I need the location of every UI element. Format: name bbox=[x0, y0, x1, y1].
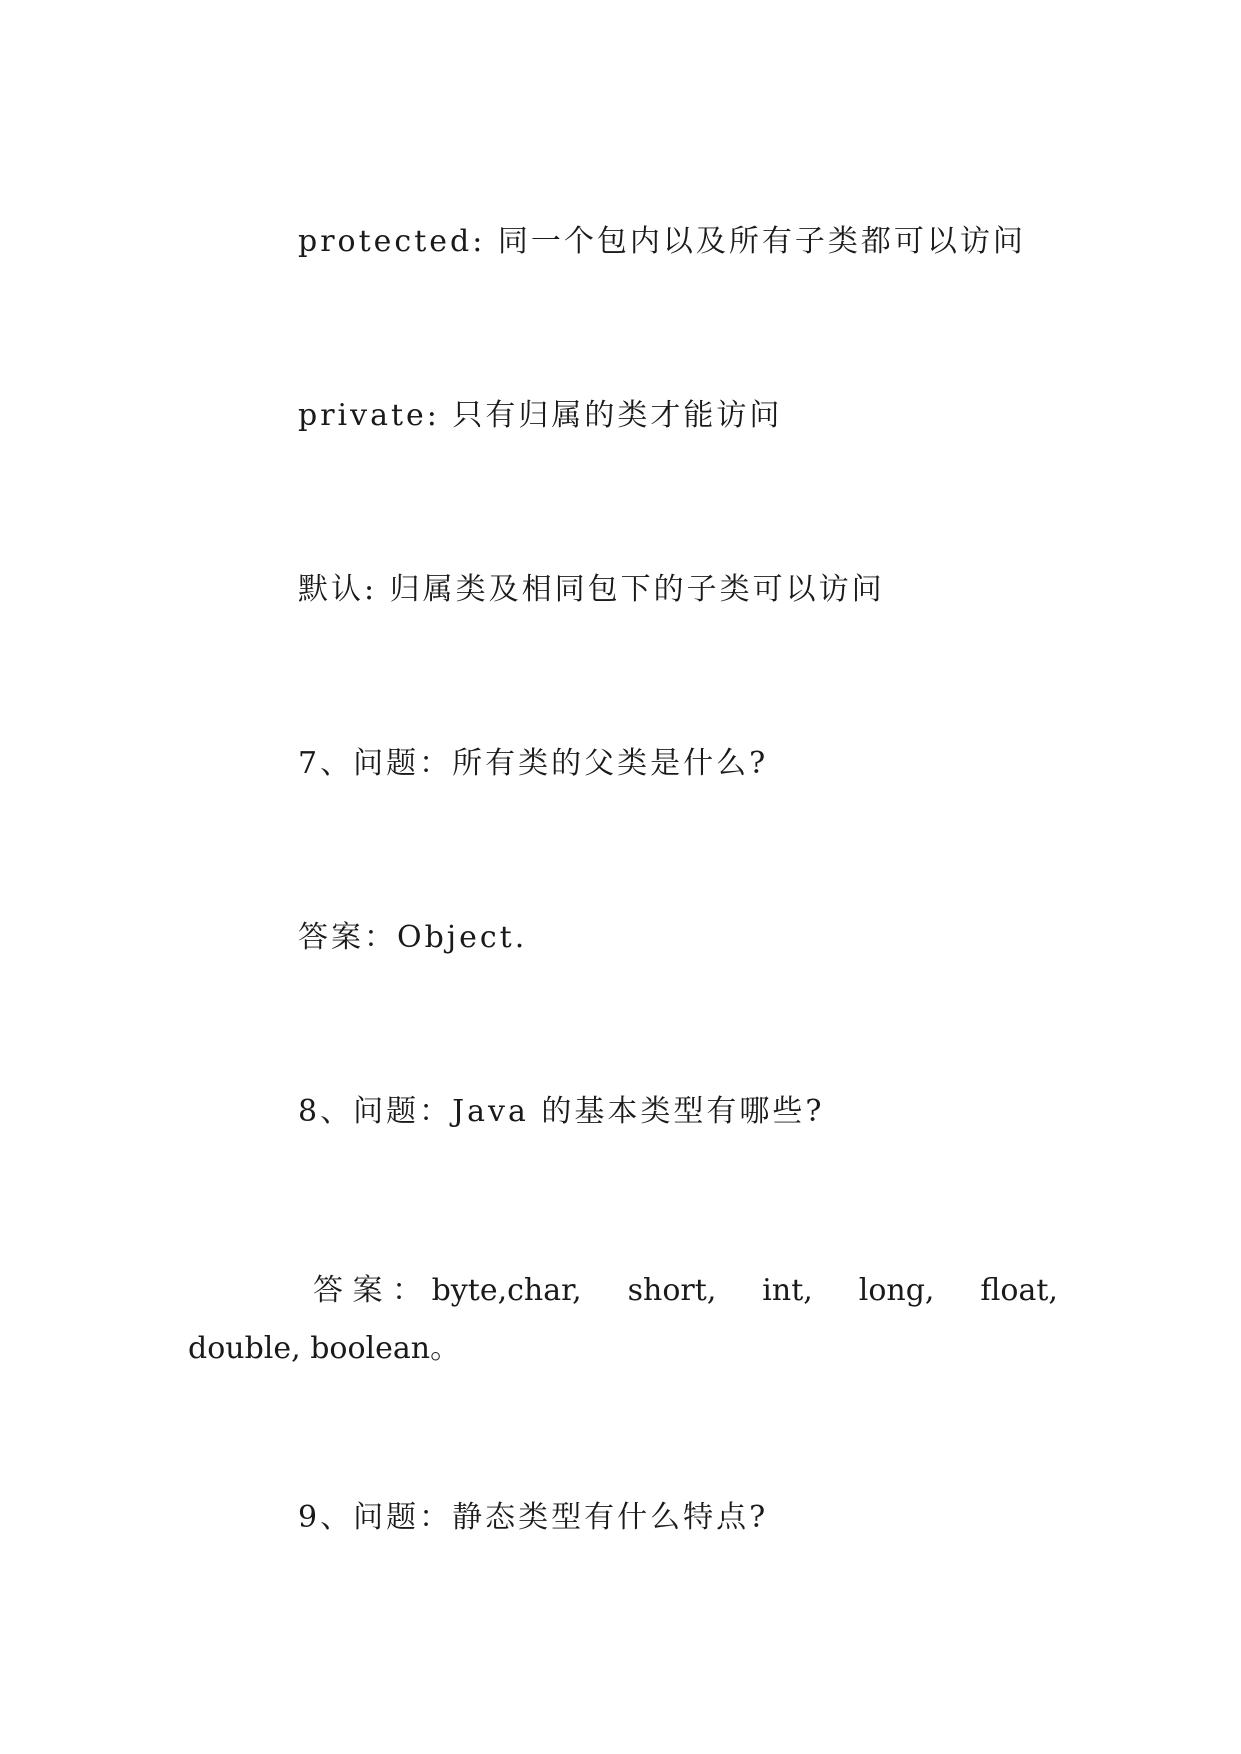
answer-8-line-2: double, boolean。 bbox=[188, 1331, 461, 1366]
answer-8-part: float, bbox=[980, 1273, 1058, 1308]
answer-7: 答案：Object. bbox=[298, 920, 528, 955]
answer-8-part: long, bbox=[858, 1273, 935, 1308]
answer-8-part: int, bbox=[762, 1273, 813, 1308]
answer-8-part: short, bbox=[627, 1273, 717, 1308]
answer-8-line-1 bbox=[188, 1262, 1058, 1320]
text-line-private: private: 只有归属的类才能访问 bbox=[298, 398, 783, 433]
text-line-protected: protected: 同一个包内以及所有子类都可以访问 bbox=[298, 224, 1026, 259]
question-8: 8、问题：Java 的基本类型有哪些? bbox=[298, 1094, 825, 1129]
question-9: 9、问题：静态类型有什么特点? bbox=[298, 1500, 769, 1535]
question-7: 7、问题：所有类的父类是什么? bbox=[298, 746, 769, 781]
text-line-default: 默认: 归属类及相同包下的子类可以访问 bbox=[298, 572, 885, 607]
answer-8-part: 答 案 ： byte,char, bbox=[313, 1273, 582, 1308]
answer-8 bbox=[188, 1262, 1058, 1378]
